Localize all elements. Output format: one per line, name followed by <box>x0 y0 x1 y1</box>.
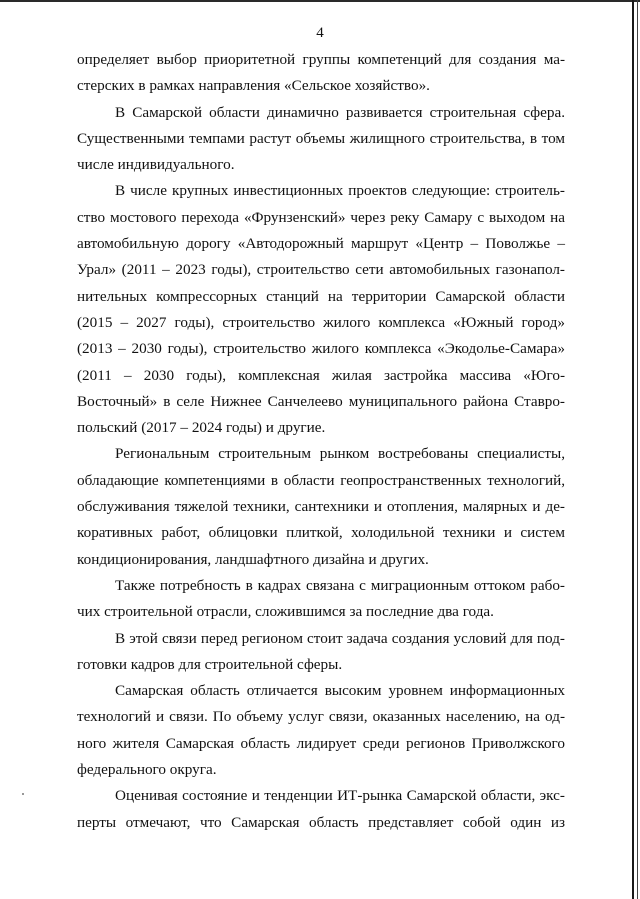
scan-edge-top <box>0 0 640 2</box>
text-line: кондиционирования, ландшафтного дизайна и других. <box>77 550 429 568</box>
text-line: Оценивая состояние и тенденции ИТ-рынка Самарской области, экс- <box>115 787 565 805</box>
text-line: технологий и связи. По объему услуг связи, оказанных населению, на од- <box>77 708 565 726</box>
text-line: стерских в рамках направления «Сельское хозяйство». <box>77 77 430 95</box>
paragraph <box>77 783 565 836</box>
text-line: ство мостового перехода «Фрунзенский» через реку Самару с выходом на <box>77 208 565 226</box>
text-line: Восточный» в селе Нижнее Санчелеево муниципального района Ставро- <box>77 392 565 410</box>
text-line: ного жителя Самарская область лидирует среди регионов Приволжского <box>77 734 565 752</box>
text-line: В этой связи перед регионом стоит задача создания условий для под- <box>115 629 565 647</box>
text-line: польский (2017 – 2024 годы) и другие. <box>77 419 326 437</box>
text-line: нительных компрессорных станций на территории Самарской области <box>77 287 565 305</box>
paragraph <box>77 678 565 783</box>
text-line: (2013 – 2030 годы), строительство жилого комплекса «Экодолье-Самара» <box>77 340 565 358</box>
text-line: Урал» (2011 – 2023 годы), строительство сети автомобильных газонапол- <box>77 261 565 279</box>
text-line: обладающие компетенциями в области геопространственных технологий, <box>77 471 565 489</box>
page-number: 4 <box>316 25 324 41</box>
scan-edge-right <box>632 0 634 899</box>
paragraph <box>77 178 565 441</box>
scan-speck <box>22 793 24 795</box>
text-line: готовки кадров для строительной сферы. <box>77 655 343 673</box>
text-line: определяет выбор приоритетной группы компетенций для создания ма- <box>77 51 565 68</box>
scan-edge-right-outer <box>637 0 638 899</box>
text-line: автомобильную дорогу «Автодорожный маршрут «Центр – Поволжье – <box>77 235 565 253</box>
paragraph <box>77 47 565 100</box>
text-line: перты отмечают, что Самарская область представляет собой один из <box>77 813 565 831</box>
paragraph <box>77 100 565 179</box>
text-line: В Самарской области динамично развивается строительная сфера. <box>115 103 565 121</box>
text-line: Существенными темпами растут объемы жилищного строительства, в том <box>77 129 565 147</box>
paragraph <box>77 573 565 626</box>
text-line: Также потребность в кадрах связана с миграционным оттоком рабо- <box>115 576 565 594</box>
text-line: федерального округа. <box>77 761 217 779</box>
text-line: коративных работ, облицовки плиткой, холодильной техники и систем <box>77 524 565 542</box>
text-line: В числе крупных инвестиционных проектов следующие: строитель- <box>115 182 565 200</box>
text-line: чих строительной отрасли, сложившимся за последние два года. <box>77 603 494 621</box>
document-body <box>77 47 565 836</box>
text-line: числе индивидуального. <box>77 156 235 174</box>
paragraph <box>77 441 565 572</box>
text-line: (2015 – 2027 годы), строительство жилого комплекса «Южный город» <box>77 313 565 331</box>
paragraph <box>77 626 565 679</box>
text-line: обслуживания тяжелой техники, сантехники и отопления, малярных и де- <box>77 498 565 516</box>
text-line: Самарская область отличается высоким уровнем информационных <box>115 682 565 700</box>
text-line: (2011 – 2030 годы), комплексная жилая застройка массива «Юго- <box>77 366 565 384</box>
text-line: Региональным строительным рынком востребованы специалисты, <box>115 445 565 463</box>
